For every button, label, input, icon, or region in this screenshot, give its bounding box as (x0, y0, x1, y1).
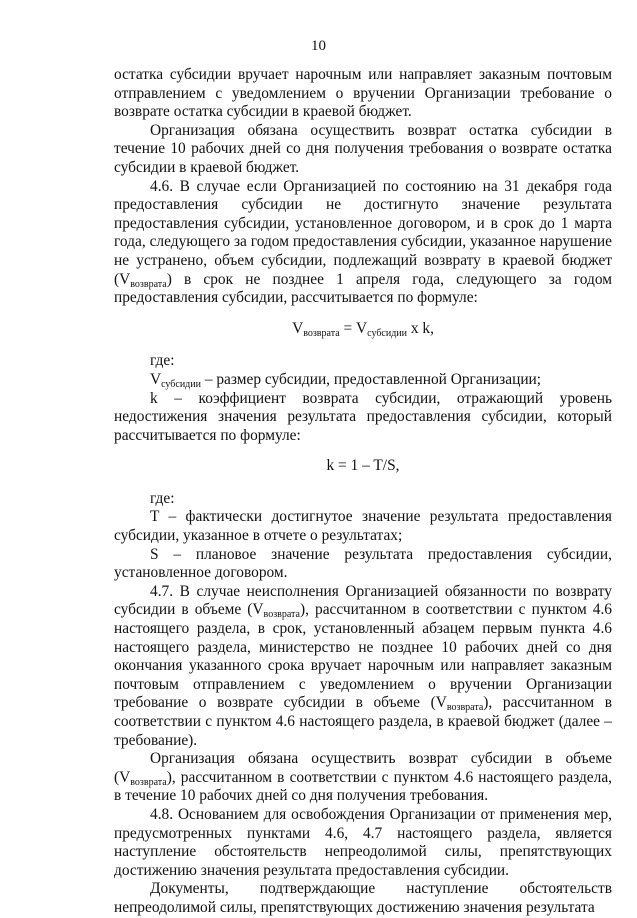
paragraph-4-7 (114, 583, 612, 750)
definition-t: T – фактически достигнутое значение результата предоставления субсидии, указанное в отчете о результатах; (114, 508, 612, 545)
formula-k: k = 1 – T/S, (326, 457, 400, 475)
paragraph-return-deadline: Организация обязана осуществить возврат остатка субсидии в течение 10 рабочих дней со дня получения требования о возврате остатка субсидии в краевой бюджет. (114, 121, 612, 176)
paragraph-4-7-text-c: ), рассчитанном в соответствии с пунктом 4.6 настоящего раздела, в краевой бюджет (далее – требование). (114, 694, 612, 749)
definition-v-subsidy (114, 371, 612, 390)
subscript-vozvrata: возврата (130, 278, 167, 290)
paragraph-4-7-obligation (114, 750, 612, 806)
where-label-2: где: (150, 489, 175, 507)
formula-sub-subsidii: субсидии (367, 327, 407, 339)
formula-v-return (114, 320, 612, 339)
paragraph-4-7b-sub: возврата (130, 776, 167, 788)
paragraph-4-7-sub-1: возврата (263, 609, 300, 621)
definition-s: S – плановое значение результата предоставления субсидии, установленное договором. (114, 545, 612, 582)
paragraph-4-6-text-b: ) в срок не позднее 1 апреля года, следующего за годом предоставления субсидии, рассчитывается по формуле: (114, 270, 612, 307)
paragraph-4-7b-text-b: ), рассчитанном в соответствии с пунктом 4.6 настоящего раздела, в течение 10 рабочих дней со дня получения требования. (114, 768, 612, 805)
page-number: 10 (311, 38, 326, 54)
paragraph-continuation: остатка субсидии вручает нарочным или направляет заказным почтовым отправлением с уведомлением о вручении Организации требование о возврате остатка субсидии в краевой бюджет. (114, 66, 612, 121)
formula-v: V (292, 319, 304, 337)
formula-sub-vozvrata: возврата (303, 327, 340, 339)
paragraph-4-6-text-a: 4.6. В случае если Организацией по состоянию на 31 декабря года предоставления субсидии не достигнуто значение результата предоставления субсидии, установленное договором, и в срок до 1 марта года, следующего за годом предоставления субсидии, указанное нарушение не устранено, объем субсидии, подлежащий возврату в краевой бюджет (V (114, 177, 612, 288)
document-body (114, 66, 612, 918)
paragraph-4-8: 4.8. Основанием для освобождения Организации от применения мер, предусмотренных пунктами 4.6, 4.7 настоящего раздела, является наступление обстоятельств непреодолимой силы, препятствующих достижению значения результата предоставления субсидии. (114, 805, 612, 879)
formula-equals-v: = V (339, 319, 368, 337)
paragraph-4-7-text-b: ), рассчитанном в соответствии с пунктом 4.6 настоящего раздела, в срок, установленный абзацем первым пункта 4.6 настоящего раздела, министерство не позднее 10 рабочих дней со дня окончания указанного срока вручает нарочным или направляет заказным почтовым отправлением с уведомлением о вручении Организации требование о возврате субсидии в объеме (V (114, 601, 612, 712)
formula-times-k: x k, (406, 319, 434, 337)
paragraph-4-7b-text-a: Организация обязана осуществить возврат субсидии в объеме (V (114, 750, 612, 786)
definition-k: k – коэффициент возврата субсидии, отражающий уровень недостижения значения результата предоставления субсидии, который рассчитывается по формуле: (114, 389, 612, 444)
definition-v-sub: субсидии (161, 378, 201, 390)
paragraph-4-7-sub-2: возврата (446, 702, 484, 714)
paragraph-4-6 (114, 178, 612, 308)
definition-v-symbol: V (150, 370, 162, 388)
definition-v-text: – размер субсидии, предоставленной Организации; (200, 370, 542, 388)
where-label: где: (150, 352, 175, 370)
paragraph-4-7-text-a: 4.7. В случае неисполнения Организацией обязанности по возврату субсидии в объеме (V (114, 582, 612, 619)
paragraph-4-8-documents: Документы, подтверждающие наступление обстоятельств непреодолимой силы, препятствующих достижению значения результата (114, 880, 612, 916)
